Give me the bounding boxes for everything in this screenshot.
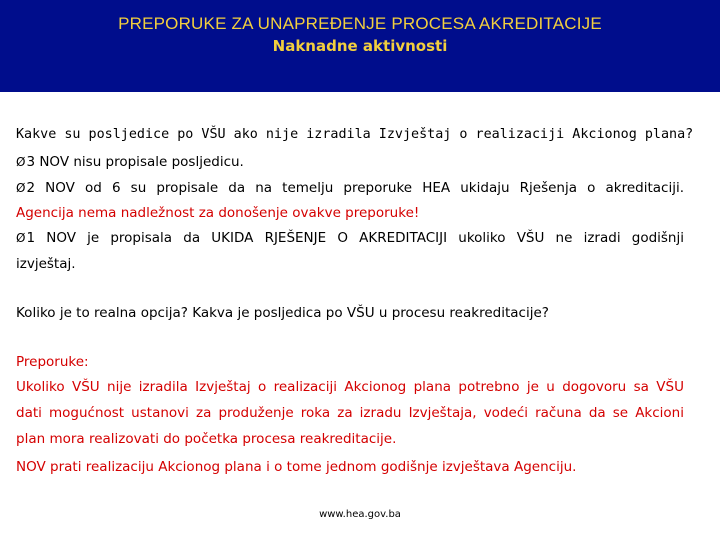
bullet-item-2: [16, 180, 684, 196]
recommendation-line-1: Ukoliko VŠU nije izradila Izvještaj o realizaciji Akcionog plana potrebno je u dogovoru sa VŠU: [16, 379, 684, 395]
slide-subtitle: Naknadne aktivnosti: [272, 37, 448, 55]
bullet-2-note: Agencija nema nadležnost za donošenje ovakve preporuke!: [16, 205, 420, 221]
recommendations-heading: Preporuke:: [16, 354, 89, 370]
arrow-bullet-icon: Ø: [16, 155, 26, 169]
title-banner: [0, 0, 720, 92]
question-heading: Kakve su posljedice po VŠU ako nije izradila Izvještaj o realizaciji Akcionog plana?: [16, 127, 694, 142]
bullet-1-text: 3 NOV nisu propisale posljedicu.: [26, 154, 244, 170]
recommendation-line-4: NOV prati realizaciju Akcionog plana i o tome jednom godišnje izvještava Agenciju.: [16, 459, 577, 475]
arrow-bullet-icon: Ø: [16, 231, 26, 245]
bullet-item-1: [16, 154, 244, 170]
bullet-2-text: 2 NOV od 6 su propisale da na temelju preporuke HEA ukidaju Rješenja o akreditaciji.: [26, 180, 684, 196]
slide-title: PREPORUKE ZA UNAPREĐENJE PROCESA AKREDITACIJE: [118, 14, 602, 33]
follow-up-question: Koliko je to realna opcija? Kakva je posljedica po VŠU u procesu reakreditacije?: [16, 305, 549, 321]
recommendation-line-2: dati mogućnost ustanovi za produženje roka za izradu Izvještaja, vodeći računa da se Akcioni: [16, 405, 684, 421]
recommendation-line-3: plan mora realizovati do početka procesa reakreditacije.: [16, 431, 397, 447]
footer-url: www.hea.gov.ba: [319, 509, 401, 520]
bullet-item-3: [16, 230, 684, 246]
arrow-bullet-icon: Ø: [16, 181, 26, 195]
bullet-3-continuation: izvještaj.: [16, 256, 76, 272]
bullet-3-text: 1 NOV je propisala da UKIDA RJEŠENJE O AKREDITACIJI ukoliko VŠU ne izradi godišnji: [26, 230, 684, 246]
